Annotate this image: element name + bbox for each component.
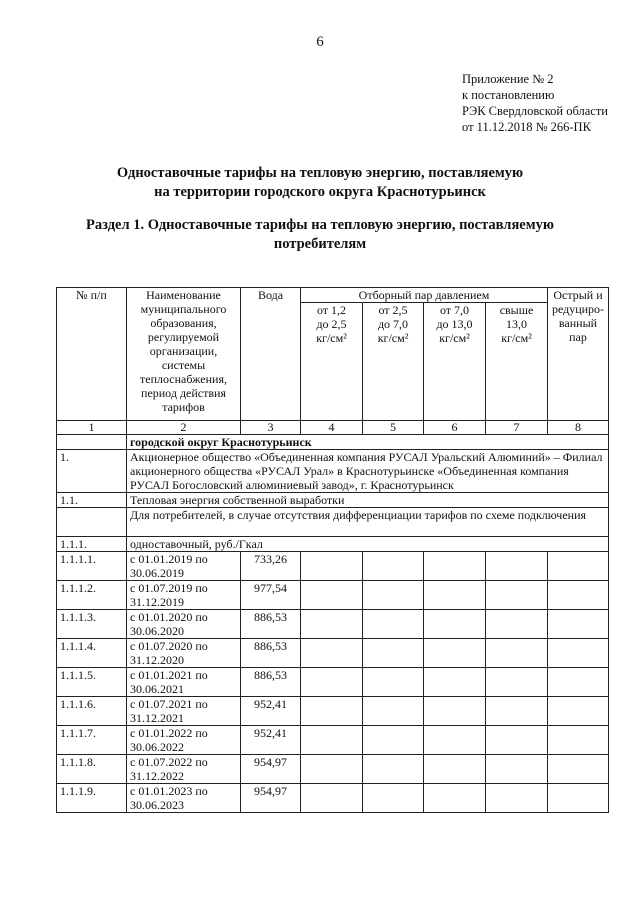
- row-empty: [424, 668, 486, 697]
- row-empty: [301, 610, 363, 639]
- row-num: 1.1.1.8.: [57, 755, 127, 784]
- document-title: [0, 164, 640, 202]
- row-empty: [486, 639, 548, 668]
- row-num: 1.1.1.9.: [57, 784, 127, 813]
- table-row: [57, 610, 609, 639]
- header-pressure-4: свыше 13,0 кг/см²: [486, 303, 548, 421]
- row-empty: [548, 639, 609, 668]
- page-number: 6: [316, 34, 324, 50]
- header-pressure-2: от 2,5 до 7,0 кг/см²: [363, 303, 424, 421]
- header-name: Наименование муниципального образования, регулируемой организации, системы теплоснабжения, период действия тарифов: [127, 288, 241, 421]
- table-row: [57, 726, 609, 755]
- row-empty: [363, 755, 424, 784]
- row-empty: [486, 755, 548, 784]
- table-row: [57, 784, 609, 813]
- district-name: городской округ Краснотурьинск: [127, 435, 609, 450]
- row-num: 1.1.1.6.: [57, 697, 127, 726]
- col-number: 4: [301, 421, 363, 435]
- row-water-value: 886,53: [241, 639, 301, 668]
- appendix-block: [462, 71, 608, 135]
- row-empty: [424, 581, 486, 610]
- row-empty: [363, 697, 424, 726]
- row-empty: [486, 552, 548, 581]
- row-period: с 01.07.2019 по 31.12.2019: [127, 581, 241, 610]
- row-period: с 01.01.2022 по 30.06.2022: [127, 726, 241, 755]
- row-empty: [486, 581, 548, 610]
- row-period: с 01.07.2022 по 31.12.2022: [127, 755, 241, 784]
- tariff-num: 1.1.1.: [57, 537, 127, 552]
- row-period: с 01.07.2021 по 31.12.2021: [127, 697, 241, 726]
- row-period: с 01.01.2020 по 30.06.2020: [127, 610, 241, 639]
- row-empty: [486, 610, 548, 639]
- col-number: 8: [548, 421, 609, 435]
- section-line: потребителям: [273, 236, 367, 252]
- row-empty: [363, 726, 424, 755]
- table-row: [57, 668, 609, 697]
- row-empty: [548, 610, 609, 639]
- row-num: 1.1.1.7.: [57, 726, 127, 755]
- row-empty: [363, 784, 424, 813]
- header-water: Вода: [241, 288, 301, 421]
- district-row: [57, 435, 609, 450]
- row-empty: [301, 697, 363, 726]
- row-num: 1.1.1.2.: [57, 581, 127, 610]
- row-empty: [424, 639, 486, 668]
- col-number: 2: [127, 421, 241, 435]
- table-row: [57, 755, 609, 784]
- section-title: [0, 216, 640, 254]
- sub-num: 1.1.: [57, 493, 127, 508]
- org-name: Акционерное общество «Объединенная компания РУСАЛ Уральский Алюминий» – Филиал акционерного общества «РУСАЛ Урал» в Краснотурьинске «Объединенная компания РУСАЛ Богословский алюминиевый завод», г. Краснотурьинск: [127, 450, 609, 493]
- col-number: 1: [57, 421, 127, 435]
- row-empty: [424, 755, 486, 784]
- row-empty: [548, 668, 609, 697]
- row-water-value: 954,97: [241, 755, 301, 784]
- header-pressure-1: от 1,2 до 2,5 кг/см²: [301, 303, 363, 421]
- row-empty: [301, 552, 363, 581]
- header-steam-group: Отборный пар давлением: [301, 288, 548, 303]
- tariff-table: [56, 287, 609, 813]
- row-empty: [301, 755, 363, 784]
- row-empty: [301, 726, 363, 755]
- appendix-line: от 11.12.2018 № 266-ПК: [462, 120, 591, 134]
- row-water-value: 886,53: [241, 610, 301, 639]
- row-empty: [548, 581, 609, 610]
- row-water-value: 977,54: [241, 581, 301, 610]
- organization-row: [57, 450, 609, 493]
- row-water-value: 733,26: [241, 552, 301, 581]
- row-period: с 01.01.2023 по 30.06.2023: [127, 784, 241, 813]
- col-number: 7: [486, 421, 548, 435]
- appendix-line: Приложение № 2: [462, 72, 554, 86]
- header-num: № п/п: [57, 288, 127, 421]
- row-empty: [363, 581, 424, 610]
- row-num: 1.1.1.1.: [57, 552, 127, 581]
- row-num: 1.1.1.3.: [57, 610, 127, 639]
- row-empty: [424, 552, 486, 581]
- row-period: с 01.01.2019 по 30.06.2019: [127, 552, 241, 581]
- row-empty: [363, 552, 424, 581]
- row-empty: [424, 784, 486, 813]
- row-empty: [486, 726, 548, 755]
- row-water-value: 952,41: [241, 697, 301, 726]
- row-empty: [424, 610, 486, 639]
- row-empty: [363, 668, 424, 697]
- section-line: Раздел 1. Одноставочные тарифы на тепловую энергию, поставляемую: [86, 217, 554, 233]
- sub-note: Для потребителей, в случае отсутствия дифференциации тарифов по схеме подключения: [127, 508, 609, 537]
- table-row: [57, 639, 609, 668]
- row-empty: [548, 552, 609, 581]
- row-empty: [548, 755, 609, 784]
- sub-name: Тепловая энергия собственной выработки: [127, 493, 609, 508]
- row-water-value: 954,97: [241, 784, 301, 813]
- row-num: 1.1.1.5.: [57, 668, 127, 697]
- row-period: с 01.07.2020 по 31.12.2020: [127, 639, 241, 668]
- row-empty: [486, 697, 548, 726]
- row-empty: [301, 668, 363, 697]
- org-num: 1.: [57, 450, 127, 493]
- tariff-name: одноставочный, руб./Гкал: [127, 537, 609, 552]
- row-water-value: 886,53: [241, 668, 301, 697]
- row-water-value: 952,41: [241, 726, 301, 755]
- row-empty: [486, 668, 548, 697]
- header-sharp-steam: Острый и редуциро-ванный пар: [548, 288, 609, 421]
- row-empty: [548, 697, 609, 726]
- row-num: 1.1.1.4.: [57, 639, 127, 668]
- subsection-note-row: [57, 508, 609, 537]
- row-empty: [363, 639, 424, 668]
- col-number: 5: [363, 421, 424, 435]
- appendix-line: РЭК Свердловской области: [462, 104, 608, 118]
- subsection-row: [57, 493, 609, 508]
- table-row: [57, 581, 609, 610]
- row-empty: [424, 726, 486, 755]
- table-row: [57, 697, 609, 726]
- row-empty: [424, 697, 486, 726]
- col-number: 3: [241, 421, 301, 435]
- tariff-type-row: [57, 537, 609, 552]
- row-empty: [301, 639, 363, 668]
- header-pressure-3: от 7,0 до 13,0 кг/см²: [424, 303, 486, 421]
- row-empty: [301, 581, 363, 610]
- column-numbers-row: [57, 421, 609, 435]
- row-empty: [301, 784, 363, 813]
- row-empty: [548, 726, 609, 755]
- appendix-line: к постановлению: [462, 88, 555, 102]
- title-line: Одноставочные тарифы на тепловую энергию, поставляемую: [116, 165, 524, 181]
- table-row: [57, 552, 609, 581]
- row-empty: [548, 784, 609, 813]
- row-empty: [486, 784, 548, 813]
- col-number: 6: [424, 421, 486, 435]
- row-empty: [363, 610, 424, 639]
- title-line: на территории городского округа Краснотурьинск: [154, 184, 486, 200]
- row-period: с 01.01.2021 по 30.06.2021: [127, 668, 241, 697]
